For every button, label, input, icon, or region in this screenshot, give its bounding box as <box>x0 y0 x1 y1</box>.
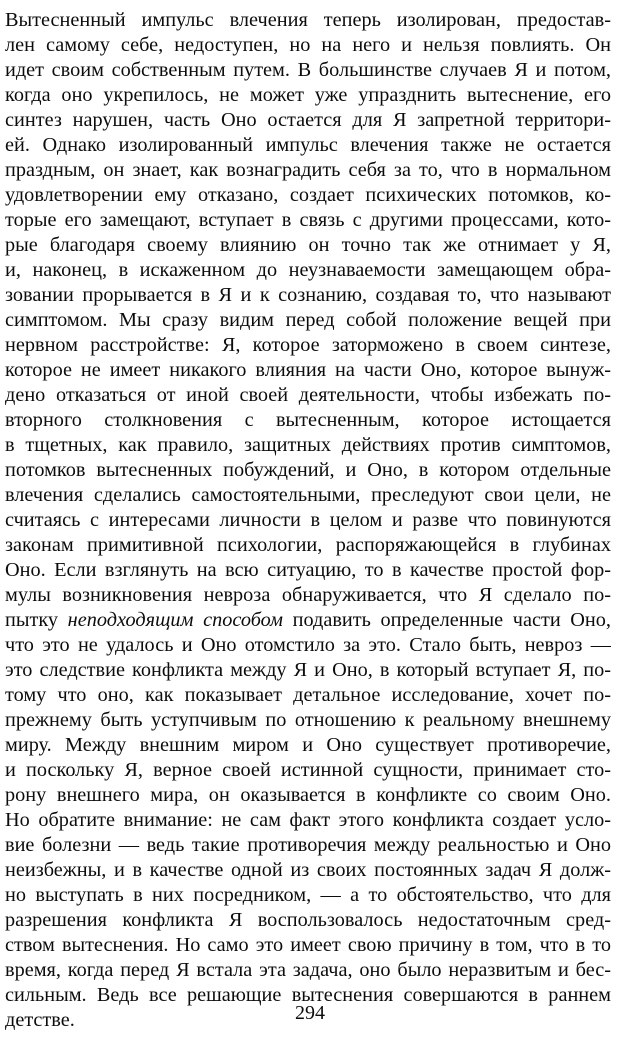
text-line: вие болезни — ведь такие противоречия между реальностью и Оно <box>5 834 611 856</box>
text-line: потомков вытесненных побуждений, и Оно, в котором отдельные <box>5 459 611 481</box>
text-line: это следствие конфликта между Я и Оно, в который вступает Я, по- <box>5 659 611 681</box>
text-line: симптомом. Мы сразу видим перед собой положение вещей при <box>5 309 611 331</box>
text-line: нервном расстройстве: Я, которое заторможено в своем синтезе, <box>5 334 611 356</box>
text-line: сильным. Ведь все решающие вытеснения совершаются в раннем <box>5 984 611 1006</box>
text-line: Вытесненный импульс влечения теперь изолирован, предостав- <box>5 9 611 31</box>
text-line: лен самому себе, недоступен, но на него и нельзя повлиять. Он <box>5 34 611 56</box>
text-line: и поскольку Я, верное своей истинной сущности, принимает сто- <box>5 759 611 781</box>
text-line: считаясь с интересами личности в целом и разве что повинуются <box>5 509 611 531</box>
text-line: и, наконец, в искаженном до неузнаваемости замещающем обра- <box>5 259 611 281</box>
text-line: прежнему быть уступчивым по отношению к реальному внешнему <box>5 709 611 731</box>
text-line: которое не имеет никакого влияния на части Оно, которое вынуж- <box>5 359 611 381</box>
text-line: мулы возникновения невроза обнаруживается, что Я сделало по- <box>5 584 611 606</box>
text-line: что это не удалось и Оно отомстило за это. Стало быть, невроз — <box>5 634 611 656</box>
text-span: пытку <box>5 609 68 631</box>
text-line: Но обратите внимание: не сам факт этого конфликта создает усло- <box>5 809 611 831</box>
text-line: синтез нарушен, часть Оно остается для Я запретной территори- <box>5 109 611 131</box>
text-line: рону внешнего мира, он оказывается в конфликте со своим Оно. <box>5 784 611 806</box>
text-line: время, когда перед Я встала эта задача, оно было неразвитым и бес- <box>5 959 611 981</box>
text-line: миру. Между внешним миром и Оно существует противоречие, <box>5 734 611 756</box>
text-line: дено отказаться от иной своей деятельности, чтобы избежать по- <box>5 384 611 406</box>
text-line: вторного столкновения с вытесненным, которое истощается <box>5 409 611 431</box>
text-line: когда оно укрепилось, не может уже упразднить вытеснение, его <box>5 84 611 106</box>
emphasis-text: неподходящим способом <box>67 609 283 631</box>
text-line: разрешения конфликта Я воспользовалось недостаточным сред- <box>5 909 611 931</box>
text-line: идет своим собственным путем. В большинстве случаев Я и потом, <box>5 59 611 81</box>
text-line: тому что оно, как показывает детальное исследование, хочет по- <box>5 684 611 706</box>
text-line: ей. Однако изолированный импульс влечения также не остается <box>5 134 611 156</box>
text-line: ством вытеснения. Но само это имеет свою причину в том, что в то <box>5 934 611 956</box>
text-line: праздным, он знает, как вознаградить себя за то, что в нормальном <box>5 159 611 181</box>
text-line <box>5 608 611 633</box>
text-line: торые его замещают, вступает в связь с другими процессами, кото- <box>5 209 611 231</box>
page-text <box>5 8 611 1033</box>
text-span: подавить определенные части Оно, <box>282 609 611 631</box>
text-line: в тщетных, как правило, защитных действиях против симптомов, <box>5 434 611 456</box>
text-line: Оно. Если взглянуть на всю ситуацию, то в качестве простой фор- <box>5 559 611 581</box>
text-line: но выступать в них посредником, — а то обстоятельство, что для <box>5 884 611 906</box>
text-line: зовании прорывается в Я и к сознанию, создавая то, что называют <box>5 284 611 306</box>
text-line: рые благодаря своему влиянию он точно так же отнимает у Я, <box>5 234 611 256</box>
body-text <box>5 8 611 1033</box>
text-line: неизбежны, и в качестве одной из своих постоянных задач Я долж- <box>5 859 611 881</box>
text-line: детстве. <box>5 1009 75 1031</box>
page-number: 294 <box>295 1002 325 1024</box>
text-line: законам примитивной психологии, распоряжающейся в глубинах <box>5 534 611 556</box>
text-line: удовлетворении ему отказано, создает психических потомков, ко- <box>5 184 611 206</box>
text-line: влечения сделались самостоятельными, преследуют свои цели, не <box>5 484 611 506</box>
